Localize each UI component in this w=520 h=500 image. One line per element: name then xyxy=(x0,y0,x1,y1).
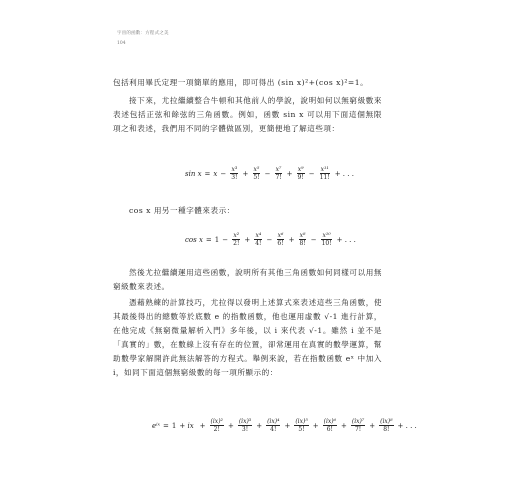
equals-sign: = xyxy=(205,235,212,244)
cosine-first-term: 1 xyxy=(214,235,220,244)
exp-first-term: 1 xyxy=(171,421,177,430)
series-operator: − xyxy=(308,169,315,178)
fraction-denominator: 6! xyxy=(277,240,284,247)
fraction-numerator: x² xyxy=(233,232,240,239)
fraction-numerator: (ix)⁴ xyxy=(267,418,280,425)
series-ellipsis: + . . . xyxy=(397,421,417,430)
series-operator: − xyxy=(222,235,229,244)
sine-series-formula xyxy=(185,166,357,181)
series-fraction xyxy=(274,166,282,181)
series-fraction xyxy=(379,418,393,433)
fraction-denominator: 6! xyxy=(326,426,333,433)
fraction-numerator: x¹⁰ xyxy=(322,232,331,239)
series-operator: + xyxy=(369,421,376,430)
cosine-series-formula xyxy=(185,232,359,247)
fraction-numerator: (ix)² xyxy=(210,418,223,425)
series-operator: + xyxy=(227,421,234,430)
series-fraction xyxy=(297,166,305,181)
exp-terms xyxy=(197,418,395,433)
series-fraction xyxy=(351,418,365,433)
fraction-denominator: 5! xyxy=(298,426,305,433)
fraction-numerator: (ix)⁸ xyxy=(380,418,393,425)
fraction-denominator: 7! xyxy=(275,174,282,181)
series-fraction xyxy=(232,232,240,247)
series-ellipsis: + . . . xyxy=(334,169,354,178)
fraction-denominator: 5! xyxy=(253,174,260,181)
fraction-denominator: 8! xyxy=(299,240,306,247)
cosine-lhs: cos x xyxy=(185,235,203,244)
series-operator: + xyxy=(244,235,251,244)
cosine-terms xyxy=(219,232,333,247)
sine-terms xyxy=(217,166,331,181)
sine-lhs: sin x xyxy=(185,169,202,178)
series-operator: + xyxy=(256,421,263,430)
fraction-denominator: 9! xyxy=(297,174,304,181)
fraction-numerator: x⁵ xyxy=(253,166,260,173)
fraction-numerator: (ix)⁵ xyxy=(295,418,308,425)
fraction-numerator: x³ xyxy=(231,166,238,173)
page-number: 104 xyxy=(117,41,126,46)
series-operator: + xyxy=(312,421,319,430)
series-fraction xyxy=(298,232,306,247)
series-operator: + xyxy=(286,169,293,178)
fraction-denominator: 10! xyxy=(321,240,332,247)
exp-ix-term: + ix xyxy=(179,421,194,430)
fraction-numerator: x⁴ xyxy=(255,232,262,239)
series-fraction xyxy=(319,166,331,181)
series-ellipsis: + . . . xyxy=(336,235,356,244)
series-operator: − xyxy=(264,169,271,178)
fraction-numerator: x⁸ xyxy=(299,232,306,239)
equals-sign: = xyxy=(204,169,211,178)
paragraph-2: 接下來，尤拉繼續整合牛頓和其他前人的學說，說明如何以無窮級數來表述包括正弦和餘弦的三角函數。例如，函數 sin x 可以用下面這個無限項之和表述，我們用不同的字體做區別，更簡便地了解這些項： xyxy=(113,96,382,133)
series-operator: + xyxy=(341,421,347,430)
series-fraction xyxy=(266,418,280,433)
fraction-numerator: (ix)³ xyxy=(238,418,252,425)
fraction-denominator: 11! xyxy=(319,174,330,181)
fraction-denominator: 7! xyxy=(354,426,362,433)
fraction-denominator: 4! xyxy=(255,240,262,247)
fraction-numerator: x⁶ xyxy=(277,232,284,239)
series-operator: + xyxy=(242,169,249,178)
paragraph-4: 然後尤拉繼續運用這些函數，說明所有其他三角函數如何同樣可以用無窮級數來表述。 xyxy=(113,268,382,291)
exp-lhs: eⁱˣ xyxy=(152,421,161,430)
fraction-denominator: 8! xyxy=(383,426,390,433)
fraction-numerator: x⁷ xyxy=(275,166,282,173)
running-title: 宇宙的函數：方程式之美 xyxy=(117,31,169,36)
paragraph-5: 憑藉熟練的計算技巧，尤拉得以發明上述算式來表述這些三角函數，使其最後得出的總數等於底數 e 的指數函數，他也運用虛數 √-1 進行計算，在他完成《無窮微量解析入門》多年後，以 i 來代表 √-1。雖然 i 並不是「真實的」數，在數線上沒有存在的位置，卻常運用在真實的數學運算，幫助數學家解開許此無法解答的方程式。舉例來說，若在指數函數 eˣ 中加入 i，如同下面這個無窮級數的每一項所顯示的： xyxy=(113,298,382,377)
series-fraction xyxy=(321,232,333,247)
fraction-denominator: 3! xyxy=(231,174,238,181)
paragraph-3: cos x 用另一種字體來表示： xyxy=(129,206,235,215)
sine-first-term: x xyxy=(213,169,218,178)
series-fraction xyxy=(323,418,337,433)
series-fraction xyxy=(230,166,238,181)
series-operator: − xyxy=(310,235,317,244)
fraction-numerator: (ix)⁶ xyxy=(323,418,336,425)
series-operator: + xyxy=(199,421,206,430)
series-operator: − xyxy=(220,169,227,178)
series-operator: + xyxy=(288,235,295,244)
series-operator: − xyxy=(266,235,273,244)
series-fraction xyxy=(254,232,262,247)
fraction-denominator: 2! xyxy=(213,426,220,433)
series-fraction xyxy=(238,418,252,433)
fraction-denominator: 2! xyxy=(233,240,240,247)
series-fraction xyxy=(276,232,284,247)
fraction-numerator: (ix)⁷ xyxy=(351,418,365,425)
fraction-denominator: 4! xyxy=(270,426,277,433)
fraction-numerator: x⁹ xyxy=(297,166,304,173)
equals-sign: = xyxy=(163,421,169,430)
paragraph-1: 包括利用畢氏定理一項簡單的應用，即可得出 (sin x)²+(cos x)²=1。 xyxy=(113,78,369,87)
series-fraction xyxy=(210,418,224,433)
series-fraction xyxy=(252,166,260,181)
series-operator: + xyxy=(284,421,291,430)
series-fraction xyxy=(294,418,308,433)
fraction-numerator: x¹¹ xyxy=(320,166,329,173)
fraction-denominator: 3! xyxy=(241,426,249,433)
exponential-series-formula xyxy=(152,418,420,433)
